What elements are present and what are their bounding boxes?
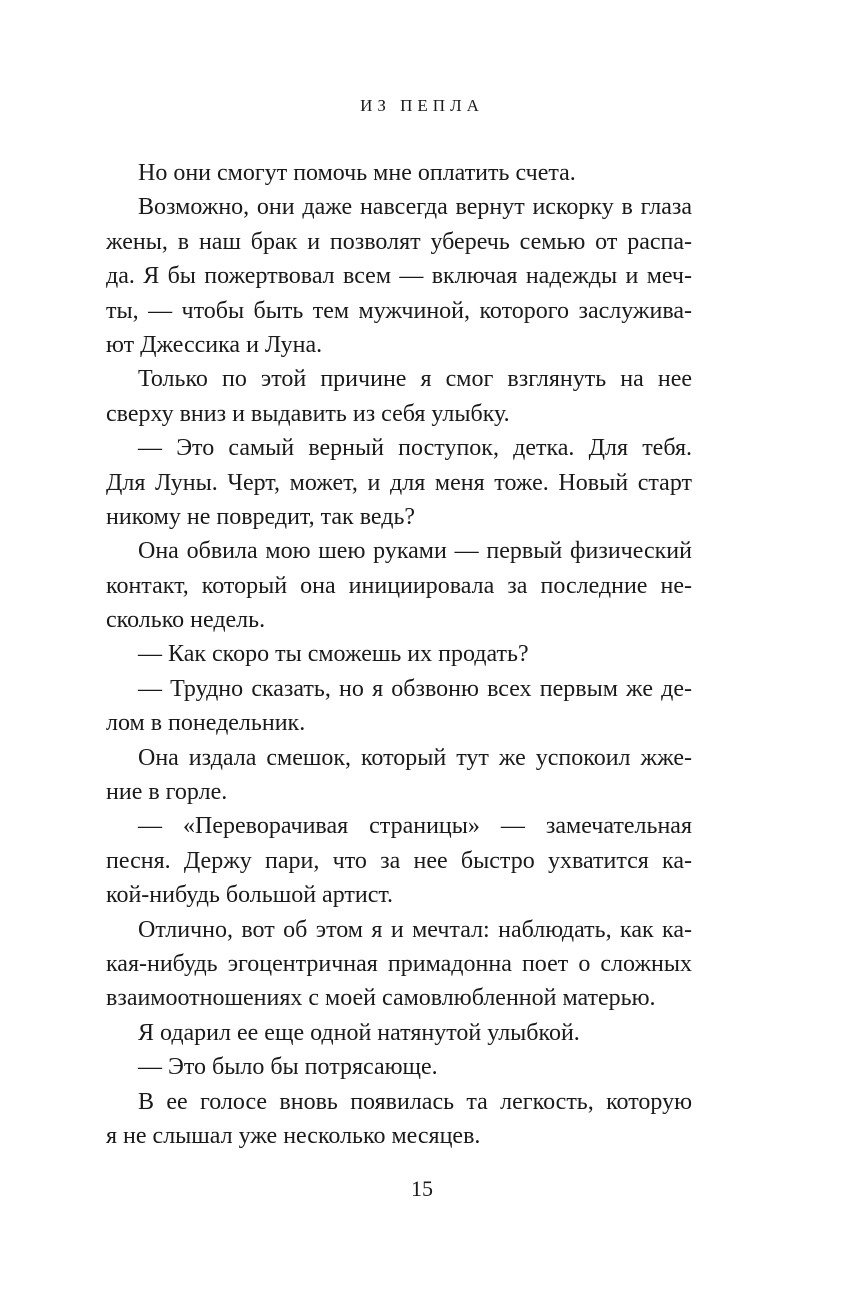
text-line: Она издала смешок, который тут же успокоил жже- (138, 744, 692, 771)
page-number: 15 (411, 1176, 433, 1201)
text-line: — Это было бы потрясающе. (138, 1054, 438, 1081)
text-line: кая-нибудь эгоцентричная примадонна поет о сложных (106, 950, 692, 977)
text-line: Для Луны. Черт, может, и для меня тоже. Новый старт (106, 469, 692, 496)
text-line: никому не повредит, так ведь? (106, 503, 416, 530)
text-line: Она обвила мою шею руками — первый физический (138, 538, 692, 565)
text-line: — Как скоро ты сможешь их продать? (138, 641, 529, 668)
text-line: Но они смогут помочь мне оплатить счета. (138, 160, 576, 186)
text-line: Только по этой причине я смог взглянуть на нее (138, 366, 692, 393)
text-line: лом в понедельник. (106, 710, 306, 737)
text-line: ние в горле. (106, 779, 228, 806)
text-line: сколько недель. (106, 607, 266, 634)
text-line: — «Переворачивая страницы» — замечательная (138, 813, 692, 840)
text-line: я не слышал уже несколько месяцев. (106, 1122, 481, 1149)
text-line: песня. Держу пари, что за нее быстро ухватится ка- (106, 847, 692, 874)
text-line: сверху вниз и выдавить из себя улыбку. (106, 400, 510, 427)
text-line: контакт, который она инициировала за последние не- (106, 572, 692, 599)
text-line: — Трудно сказать, но я обзвоню всех первым же де- (138, 675, 692, 702)
text-line: кой-нибудь большой артист. (106, 882, 394, 909)
running-head: ИЗ ПЕПЛА (360, 96, 484, 115)
body-text (106, 156, 692, 1153)
text-line: жены, в наш брак и позволят уберечь семью от распа- (106, 228, 692, 255)
text-line: Я одарил ее еще одной натянутой улыбкой. (138, 1019, 580, 1046)
text-line: Отлично, вот об этом я и мечтал: наблюдать, как ка- (138, 916, 692, 943)
text-line: Возможно, они даже навсегда вернут искорку в глаза (138, 194, 692, 221)
text-line: ют Джессика и Луна. (106, 331, 323, 358)
text-line: взаимоотношениях с моей самовлюбленной матерью. (106, 985, 656, 1012)
text-line: да. Я бы пожертвовал всем — включая надежды и меч- (106, 263, 692, 290)
text-line: ты, — чтобы быть тем мужчиной, которого заслужива- (106, 297, 692, 324)
text-line: В ее голосе вновь появилась та легкость, которую (138, 1088, 692, 1115)
text-line: — Это самый верный поступок, детка. Для тебя. (138, 435, 692, 462)
